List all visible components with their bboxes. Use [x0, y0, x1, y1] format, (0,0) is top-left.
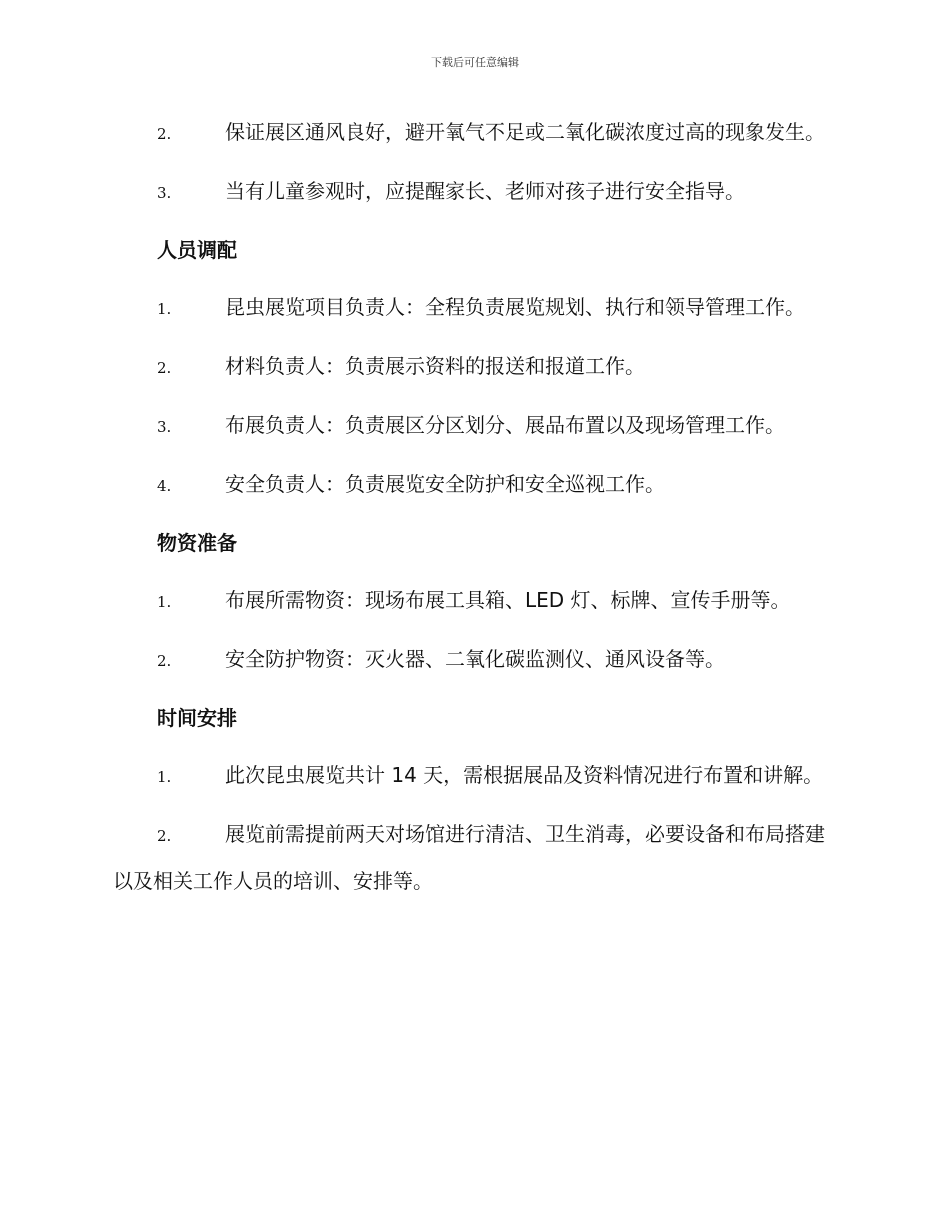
- item-number: 4.: [157, 477, 172, 495]
- item-text: 昆虫展览项目负责人：全程负责展览规划、执行和领导管理工作。: [225, 295, 805, 319]
- item-number: 2.: [157, 125, 172, 143]
- item-number: 2.: [157, 359, 172, 377]
- section-heading-schedule: 时间安排: [157, 706, 237, 730]
- list-item: [113, 285, 835, 332]
- list-item: [113, 812, 835, 904]
- item-number: 1.: [157, 593, 172, 611]
- item-number: 3.: [157, 418, 172, 436]
- item-text: 当有儿童参观时，应提醒家长、老师对孩子进行安全指导。: [225, 179, 745, 203]
- item-number: 1.: [157, 768, 172, 786]
- section-heading-materials: 物资准备: [157, 531, 237, 555]
- page-header: 下载后可任意编辑: [431, 56, 519, 69]
- item-number: 1.: [157, 300, 172, 318]
- item-text: 布展所需物资：现场布展工具箱、LED 灯、标牌、宣传手册等。: [225, 588, 791, 612]
- item-text: 安全防护物资：灭火器、二氧化碳监测仪、通风设备等。: [225, 647, 725, 671]
- section-heading-staffing: 人员调配: [157, 238, 237, 262]
- list-item: [113, 169, 835, 216]
- item-text: 此次昆虫展览共计 14 天，需根据展品及资料情况进行布置和讲解。: [225, 763, 824, 787]
- item-number: 2.: [157, 652, 172, 670]
- item-text: 保证展区通风良好，避开氧气不足或二氧化碳浓度过高的现象发生。: [225, 120, 825, 144]
- item-text: 安全负责人：负责展览安全防护和安全巡视工作。: [225, 472, 665, 496]
- item-text: 材料负责人：负责展示资料的报送和报道工作。: [225, 354, 645, 378]
- item-number: 2.: [157, 827, 172, 845]
- item-number: 3.: [157, 184, 172, 202]
- list-item: [113, 110, 835, 157]
- list-item: [113, 344, 835, 391]
- item-text: 布展负责人：负责展区分区划分、展品布置以及现场管理工作。: [225, 413, 785, 437]
- list-item: [113, 403, 835, 450]
- item-text: 展览前需提前两天对场馆进行清洁、卫生消毒，必要设备和布局搭建以及相关工作人员的培训、安排等。: [113, 822, 825, 893]
- list-item: [113, 462, 835, 509]
- document-body: [113, 110, 835, 916]
- list-item: [113, 753, 835, 800]
- list-item: [113, 578, 835, 625]
- list-item: [113, 637, 835, 684]
